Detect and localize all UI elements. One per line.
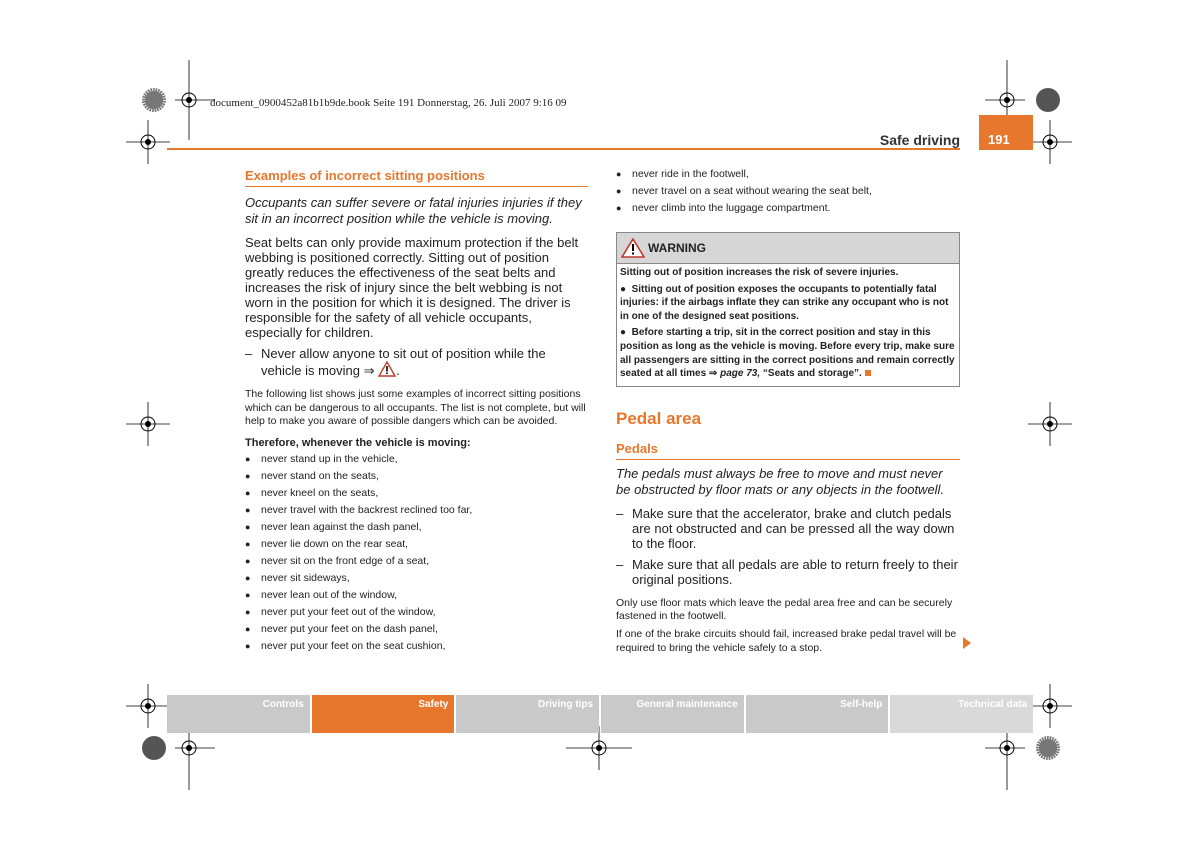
list-heading: Therefore, whenever the vehicle is moving: [245,436,471,449]
tab-safety[interactable]: Safety [312,695,455,733]
running-header-title: Safe driving [879,132,960,148]
color-bar-wheel-icon [1035,87,1061,113]
tab-controls[interactable]: Controls [167,695,310,733]
list-item: ● never sit on the front edge of a seat, [245,555,588,572]
registration-crosshair-icon [126,402,170,446]
warning-triangle-icon [621,238,645,258]
tab-general-maintenance[interactable]: General maintenance [601,695,744,733]
page-number: 191 [988,132,1010,147]
list-item: ● never stand up in the vehicle, [245,453,588,470]
tab-technical-data[interactable]: Technical data [890,695,1033,733]
page-number-box [979,115,1033,150]
dash-marker: – [616,505,624,521]
warning-bullet-text: Sitting out of position exposes the occupants to potentially fatal injuries: if the airbags inflate they can strike any occupant who is not in one of the designed seat positions. [620,283,949,322]
lead-text: Occupants can suffer severe or fatal injuries injuries if they sit in an incorrect position while the vehicle is moving. [245,195,582,226]
instruction-text: Never allow anyone to sit out of position while the vehicle is moving ⇒ [261,346,546,378]
list-item: ● never ride in the footwell, [616,168,960,185]
list-item: ● never stand on the seats, [245,470,588,487]
list-item: ● never sit sideways, [245,572,588,589]
color-bar-wheel-icon [1035,735,1061,761]
left-column [245,168,588,657]
instruction-step [616,506,960,551]
footer-tab-bar [167,695,1033,733]
end-marker [865,370,871,376]
list-item: ● never lean against the dash panel, [245,521,588,538]
page-reference-link[interactable]: page 73, [720,368,761,380]
sub-heading: Pedals [616,441,960,460]
list-item: ● never climb into the luggage compartment. [616,202,960,219]
list-item: ● never put your feet on the seat cushion, [245,640,588,657]
instruction-text: Make sure that all pedals are able to return freely to their original positions. [632,556,958,587]
list-item: ● never lean out of the window, [245,589,588,606]
body-paragraph: The following list shows just some examples of incorrect sitting positions which can be dangerous to all occupants. The list is not complete, but will help to make you aware of possible dangers which can be avoided. [245,388,586,428]
registration-crosshair-icon [175,60,215,140]
warning-bullet: ● Sitting out of position exposes the occupants to potentially fatal injuries: if the airbags inflate they can strike any occupant who is not in one of the designed seat positions. [620,283,949,322]
body-paragraph: Only use floor mats which leave the pedal area free and can be securely fastened in the footwell. [616,596,953,623]
registration-crosshair-icon [1028,120,1072,164]
continue-arrow-icon [963,637,971,649]
right-column [616,168,960,663]
instruction-step [616,557,960,587]
registration-crosshair-icon [126,684,170,728]
instruction-text: Make sure that the accelerator, brake and clutch pedals are not obstructed and can be pressed all the way down to the floor. [632,505,955,551]
list-item: ● never kneel on the seats, [245,487,588,504]
warning-header [617,233,959,264]
warning-body [617,264,959,386]
warning-intro: Sitting out of position increases the risk of severe injuries. [620,267,899,278]
warning-triangle-icon[interactable] [378,361,396,377]
color-bar-wheel-icon [141,87,167,113]
list-item: ● never travel with the backrest reclined too far, [245,504,588,521]
color-bar-wheel-icon [141,735,167,761]
lead-text: The pedals must always be free to move and must never be obstructed by floor mats or any objects in the footwell. [616,465,945,497]
registration-crosshair-icon [1028,684,1072,728]
list-item: ● never put your feet on the dash panel, [245,623,588,640]
list-item: ● never lie down on the rear seat, [245,538,588,555]
list-item: ● never travel on a seat without wearing the seat belt, [616,185,960,202]
instruction-end: . [396,363,400,378]
warning-box [616,232,960,387]
warning-bullet: ● Before starting a trip, sit in the correct position and stay in this position as long as the vehicle is moving. Before every trip, make sure all passengers are sitting in the correct positions and remain correctly seated at all times ⇒ page 73, “Seats and storage”. [620,327,955,380]
list-item: ● never put your feet out of the window, [245,606,588,623]
body-paragraph: Seat belts can only provide maximum protection if the belt webbing is positioned correctly. Sitting out of position greatly reduces the effectiveness of the seat belts and increases the risk of injury since the belt webbing is not worn in the position for which it is designed. The driver is responsible for the safety of all vehicle occupants, especially for children. [245,235,579,340]
bullet-list [245,453,588,657]
tab-self-help[interactable]: Self-help [746,695,889,733]
warning-label: WARNING [648,241,706,255]
registration-crosshair-icon [126,120,170,164]
dash-marker: – [245,346,253,361]
bullet-list [616,168,960,219]
dash-marker: – [616,556,624,572]
reference-title: “Seats and storage”. [760,368,862,380]
section-heading: Examples of incorrect sitting positions [245,168,588,187]
body-paragraph: If one of the brake circuits should fail, increased brake pedal travel will be required to bring the vehicle safely to a stop. [616,627,957,654]
instruction-step [245,346,588,378]
print-header: document_0900452a81b1b9de.book Seite 191 Donnerstag, 26. Juli 2007 9:16 09 [210,97,567,109]
registration-crosshair-icon [1028,402,1072,446]
section-heading-large: Pedal area [616,408,702,428]
tab-driving-tips[interactable]: Driving tips [456,695,599,733]
header-rule [167,148,960,150]
warning-bullet-text: Before starting a trip, sit in the correct position and stay in this position as long as the vehicle is moving. Before every trip, make sure all passengers are sitting in the correct positions and remain correctly seated at all times ⇒ [620,327,955,380]
